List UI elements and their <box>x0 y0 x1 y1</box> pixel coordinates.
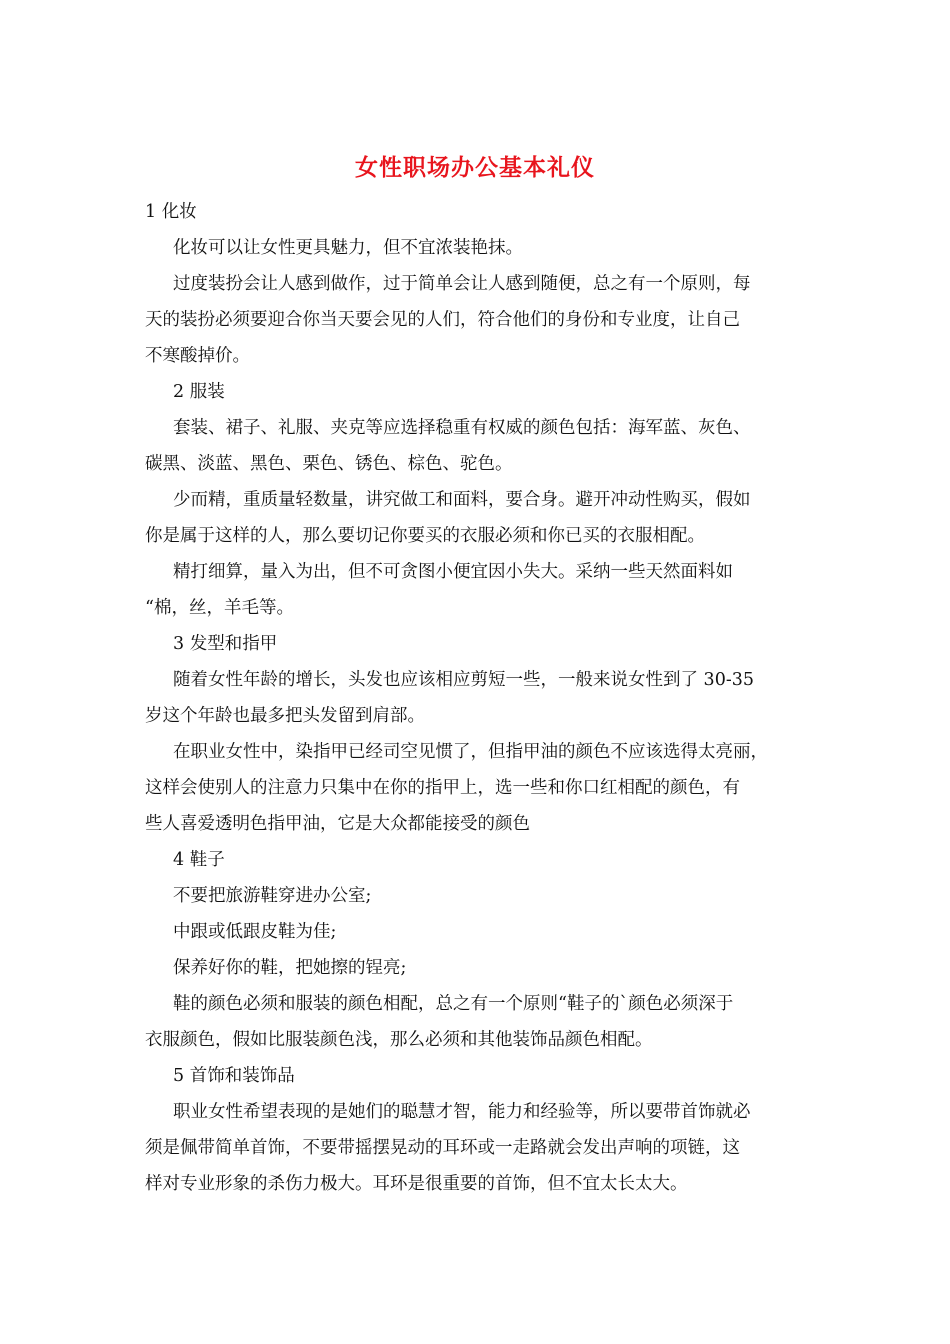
paragraph-line: 样对专业形象的杀伤力极大。耳环是很重要的首饰，但不宜太长太大。 <box>145 1174 688 1194</box>
paragraph-line: 些人喜爱透明色指甲油，它是大众都能接受的颜色 <box>145 814 530 834</box>
paragraph-line: 这样会使别人的注意力只集中在你的指甲上，选一些和你口红相配的颜色，有 <box>145 778 740 798</box>
document-body <box>145 194 810 1202</box>
paragraph-line: 衣服颜色，假如比服装颜色浅，那么必须和其他装饰品颜色相配。 <box>145 1030 653 1050</box>
paragraph-line: 鞋的颜色必须和服装的颜色相配，总之有一个原则“鞋子的`颜色必须深于 <box>173 994 734 1014</box>
paragraph-line: “棉，丝，羊毛等。 <box>145 598 294 618</box>
paragraph-line: 5 首饰和装饰品 <box>173 1066 295 1086</box>
paragraph-line: 随着女性年龄的增长，头发也应该相应剪短一些，一般来说女性到了 30-35 <box>173 670 755 690</box>
paragraph-line: 碳黑、淡蓝、黑色、栗色、锈色、棕色、驼色。 <box>145 454 513 474</box>
paragraph-line: 3 发型和指甲 <box>173 634 278 654</box>
paragraph-line: 4 鞋子 <box>173 850 225 870</box>
paragraph-line: 少而精，重质量轻数量，讲究做工和面料，要合身。避开冲动性购买，假如 <box>173 490 751 510</box>
paragraph-line: 套装、裙子、礼服、夹克等应选择稳重有权威的颜色包括：海军蓝、灰色、 <box>173 418 751 438</box>
paragraph-line: 须是佩带简单首饰，不要带摇摆晃动的耳环或一走路就会发出声响的项链，这 <box>145 1138 740 1158</box>
paragraph-line: 1 化妆 <box>145 202 197 222</box>
paragraph-line: 不寒酸掉价。 <box>145 346 250 366</box>
paragraph-line: 化妆可以让女性更具魅力，但不宜浓装艳抹。 <box>173 238 523 258</box>
paragraph-line: 过度装扮会让人感到做作，过于简单会让人感到随便，总之有一个原则，每 <box>173 274 751 294</box>
paragraph-line: 保养好你的鞋，把她擦的锃亮; <box>173 958 407 978</box>
paragraph-line: 岁这个年龄也最多把头发留到肩部。 <box>145 706 425 726</box>
paragraph-line: 2 服装 <box>173 382 225 402</box>
paragraph-line: 在职业女性中，染指甲已经司空见惯了，但指甲油的颜色不应该选得太亮丽， <box>173 742 768 762</box>
document-title: 女性职场办公基本礼仪 <box>355 154 595 181</box>
paragraph-line: 不要把旅游鞋穿进办公室; <box>173 886 372 906</box>
paragraph-line: 职业女性希望表现的是她们的聪慧才智，能力和经验等，所以要带首饰就必 <box>173 1102 751 1122</box>
paragraph-line: 精打细算，量入为出，但不可贪图小便宜因小失大。采纳一些天然面料如 <box>173 562 733 582</box>
paragraph-line: 天的装扮必须要迎合你当天要会见的人们，符合他们的身份和专业度，让自己 <box>145 310 740 330</box>
paragraph-line: 你是属于这样的人，那么要切记你要买的衣服必须和你已买的衣服相配。 <box>145 526 705 546</box>
paragraph-line: 中跟或低跟皮鞋为佳; <box>173 922 337 942</box>
